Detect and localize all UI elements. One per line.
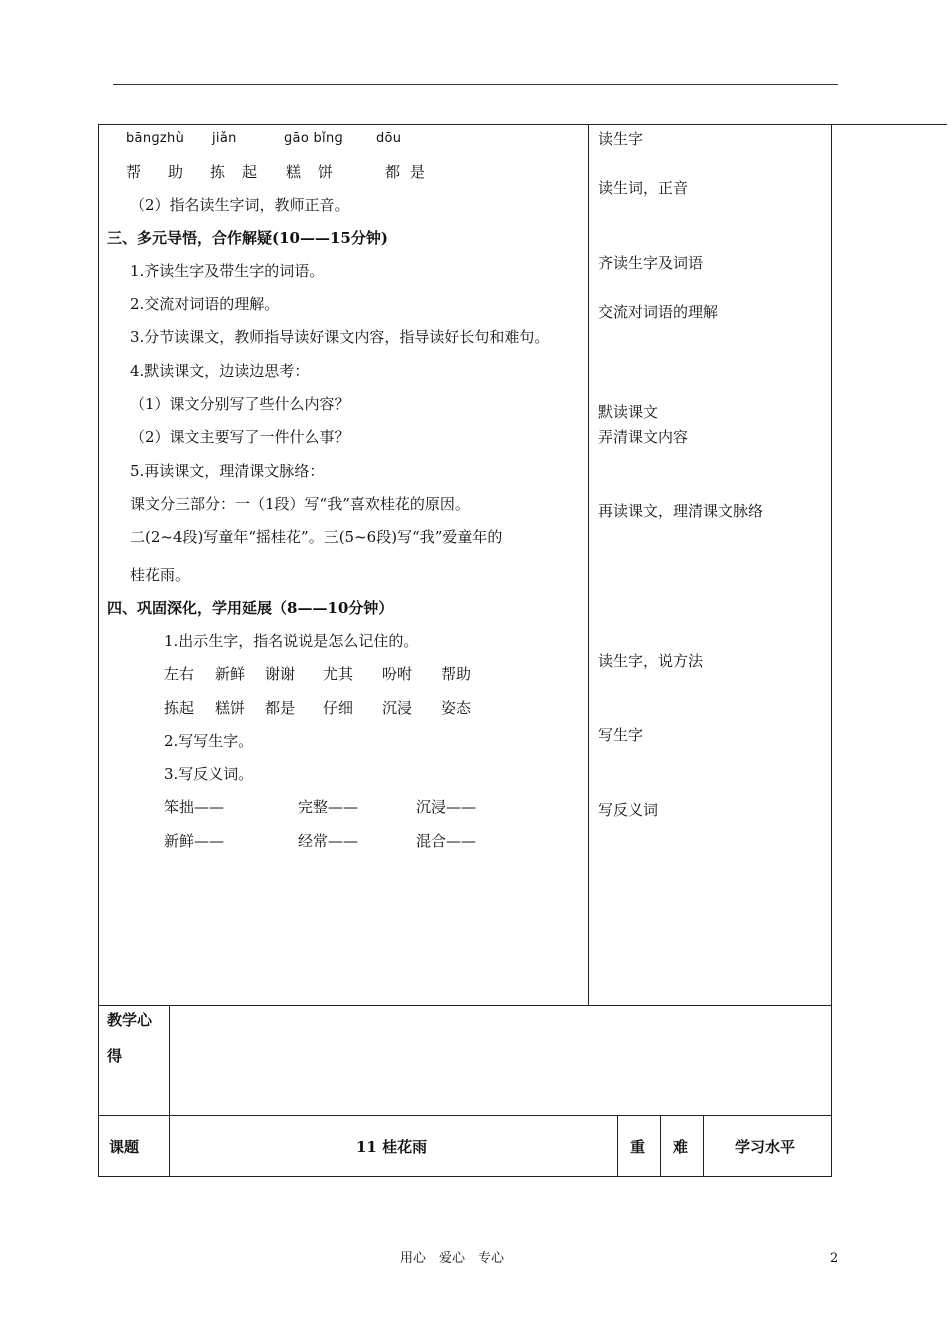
- text-line: 5.再读课文，理清课文脉络：: [130, 462, 325, 480]
- activity-note: 默读课文: [598, 403, 659, 421]
- text-line: 课文分三部分：一（1段）写“我”喜欢桂花的原因。: [130, 495, 470, 513]
- antonym-prompt: 混合——: [416, 832, 477, 850]
- antonym-prompt: 新鲜——: [164, 832, 225, 850]
- antonym-prompt: 经常——: [298, 832, 359, 850]
- pinyin-jian: jiǎn: [212, 131, 237, 146]
- pinyin-bangzhu: bānɡzhù: [126, 131, 185, 146]
- word: 帮助: [441, 665, 472, 683]
- char: 助: [168, 163, 184, 181]
- row-divider-reflection: [98, 1005, 832, 1006]
- activity-note: 写反义词: [598, 801, 659, 819]
- word: 糕饼: [215, 699, 246, 717]
- lesson-title: 11 桂花雨: [356, 1138, 428, 1156]
- word: 谢谢: [265, 665, 296, 683]
- char: 帮: [126, 163, 142, 181]
- difficulty-cell-label: 难: [673, 1138, 689, 1156]
- char: 都: [385, 163, 401, 181]
- word: 都是: [265, 699, 296, 717]
- footer-motto: 用心 爱心 专心: [400, 1251, 505, 1266]
- pinyin-dou: dōu: [376, 131, 402, 146]
- antonym-prompt: 完整——: [298, 798, 359, 816]
- table-top-border-extension: [832, 124, 947, 125]
- learning-level-label: 学习水平: [735, 1138, 796, 1156]
- text-line: （1）课文分别写了些什么内容？: [130, 395, 350, 413]
- header-rule: [113, 84, 838, 85]
- text-line: 桂花雨。: [130, 566, 191, 584]
- word: 拣起: [164, 699, 195, 717]
- text-line: 2.交流对词语的理解。: [130, 295, 280, 313]
- word: 姿态: [441, 699, 472, 717]
- text-line: 1.齐读生字及带生字的词语。: [130, 262, 325, 280]
- activity-note: 交流对词语的理解: [598, 303, 719, 321]
- activity-note: 读生字: [598, 130, 644, 148]
- text-line: 2.写写生字。: [164, 732, 254, 750]
- label-column-divider: [169, 1005, 170, 1177]
- reflection-label-line2: 得: [107, 1047, 123, 1065]
- lesson-cell-divider-1: [617, 1115, 618, 1177]
- reflection-label-line1: 教学心: [107, 1011, 153, 1029]
- table-top-border: [98, 124, 832, 125]
- antonym-prompt: 沉浸——: [416, 798, 477, 816]
- text-line: （2）课文主要写了一件什么事？: [130, 428, 350, 446]
- lesson-cell-divider-2: [660, 1115, 661, 1177]
- char: 是: [410, 163, 426, 181]
- word: 沉浸: [382, 699, 413, 717]
- activity-note: 弄清课文内容: [598, 428, 689, 446]
- word: 新鲜: [215, 665, 246, 683]
- pinyin-gaobing: ɡāo bǐnɡ: [284, 131, 344, 146]
- char: 起: [242, 163, 258, 181]
- activity-note: 读生字，说方法: [598, 652, 704, 670]
- text-line: 二(2~4段)写童年“摇桂花”。三(5~6段)写“我”爱童年的: [130, 528, 503, 546]
- section-heading-4: 四、巩固深化，学用延展（8——10分钟）: [107, 599, 394, 617]
- activity-note: 读生词，正音: [598, 179, 689, 197]
- text-line: 3.分节读课文，教师指导读好课文内容，指导读好长句和难句。: [130, 328, 550, 346]
- text-line: 4.默读课文，边读边思考：: [130, 362, 310, 380]
- text-line: 3.写反义词。: [164, 765, 254, 783]
- table-left-border: [98, 124, 99, 1177]
- text-line: 1.出示生字，指名说说是怎么记住的。: [164, 632, 419, 650]
- char: 拣: [210, 163, 226, 181]
- text-line: （2）指名读生字词，教师正音。: [130, 196, 350, 214]
- lesson-label: 课题: [109, 1138, 140, 1156]
- word: 仔细: [323, 699, 354, 717]
- word: 左右: [164, 665, 195, 683]
- word: 尤其: [323, 665, 354, 683]
- table-bottom-border: [98, 1176, 832, 1177]
- page-number: 2: [830, 1251, 839, 1266]
- word: 吩咐: [382, 665, 413, 683]
- column-divider: [588, 124, 589, 1006]
- antonym-prompt: 笨拙——: [164, 798, 225, 816]
- activity-note: 再读课文，理清课文脉络: [598, 502, 764, 520]
- section-heading-3: 三、多元导悟，合作解疑(10——15分钟): [107, 229, 388, 247]
- activity-note: 齐读生字及词语: [598, 254, 704, 272]
- focus-cell-label: 重: [630, 1138, 646, 1156]
- activity-note: 写生字: [598, 726, 644, 744]
- char: 饼: [318, 163, 334, 181]
- table-right-border: [831, 124, 832, 1177]
- lesson-cell-divider-3: [703, 1115, 704, 1177]
- char: 糕: [286, 163, 302, 181]
- row-divider-lesson: [98, 1115, 832, 1116]
